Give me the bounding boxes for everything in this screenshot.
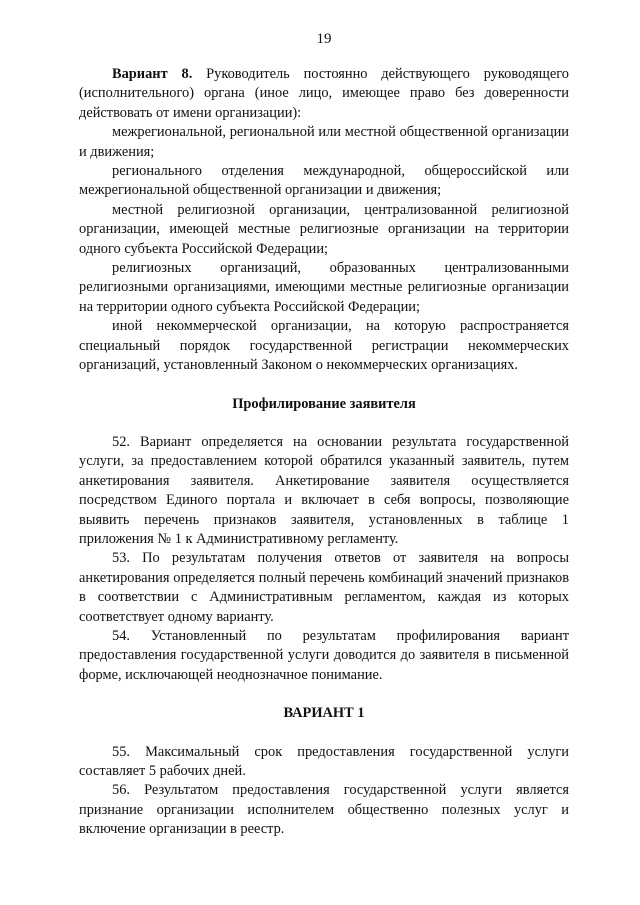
- section-heading-variant1: ВАРИАНТ 1: [283, 705, 365, 722]
- variant8-intro-paragraph: [79, 65, 569, 123]
- paragraph-54: 54. Установленный по результатам профилирования вариант предоставления государственной услуги доводится до заявителя в письменной форме, исключающей неоднозначное понимание.: [79, 627, 569, 683]
- variant8-item: межрегиональной, региональной или местной общественной организации и движения;: [79, 124, 569, 160]
- variant8-item: иной некоммерческой организации, на которую распространяется специальный порядок государственной регистрации некоммерческих организаций, установленный Законом о некоммерческих организациях.: [79, 318, 569, 374]
- page-content: [79, 65, 569, 840]
- page-number: 19: [316, 31, 332, 47]
- variant8-lead: Вариант 8.: [112, 66, 193, 82]
- variant8-item: регионального отделения международной, общероссийской или межрегиональной общественной организации и движения;: [79, 163, 569, 199]
- paragraph-55: 55. Максимальный срок предоставления государственной услуги составляет 5 рабочих дней.: [79, 743, 569, 779]
- paragraph-56: 56. Результатом предоставления государственной услуги является признание организации исполнителем общественно полезных услуг и включение организации в реестр.: [79, 782, 569, 838]
- variant8-item: религиозных организаций, образованных централизованными религиозными организациями, имеющими местные религиозные организации на территории одного субъекта Российской Федерации;: [79, 260, 569, 315]
- section-heading-profiling: Профилирование заявителя: [232, 395, 416, 412]
- variant8-item: местной религиозной организации, централизованной религиозной организации, имеющей местные религиозные организации на территории одного субъекта Российской Федерации;: [79, 201, 569, 257]
- variant8-intro-text: Руководитель постоянно действующего руководящего (исполнительного) органа (иное лицо, имеющее право без доверенности действовать от имени организации):: [79, 66, 569, 121]
- paragraph-52: 52. Вариант определяется на основании результата государственной услуги, за предоставлением которой обратился указанный заявитель, путем анкетирования заявителя. Анкетирование заявителя осуществляется посредством Единого портала и включает в себя вопросы, позволяющие выявить перечень признаков заявителя, установленных в таблице 1 приложения № 1 к Административному регламенту.: [79, 433, 569, 547]
- paragraph-53: 53. По результатам получения ответов от заявителя на вопросы анкетирования определяется полный перечень комбинаций значений признаков в соответствии с Административным регламентом, каждая из которых соответствует одному варианту.: [79, 550, 569, 625]
